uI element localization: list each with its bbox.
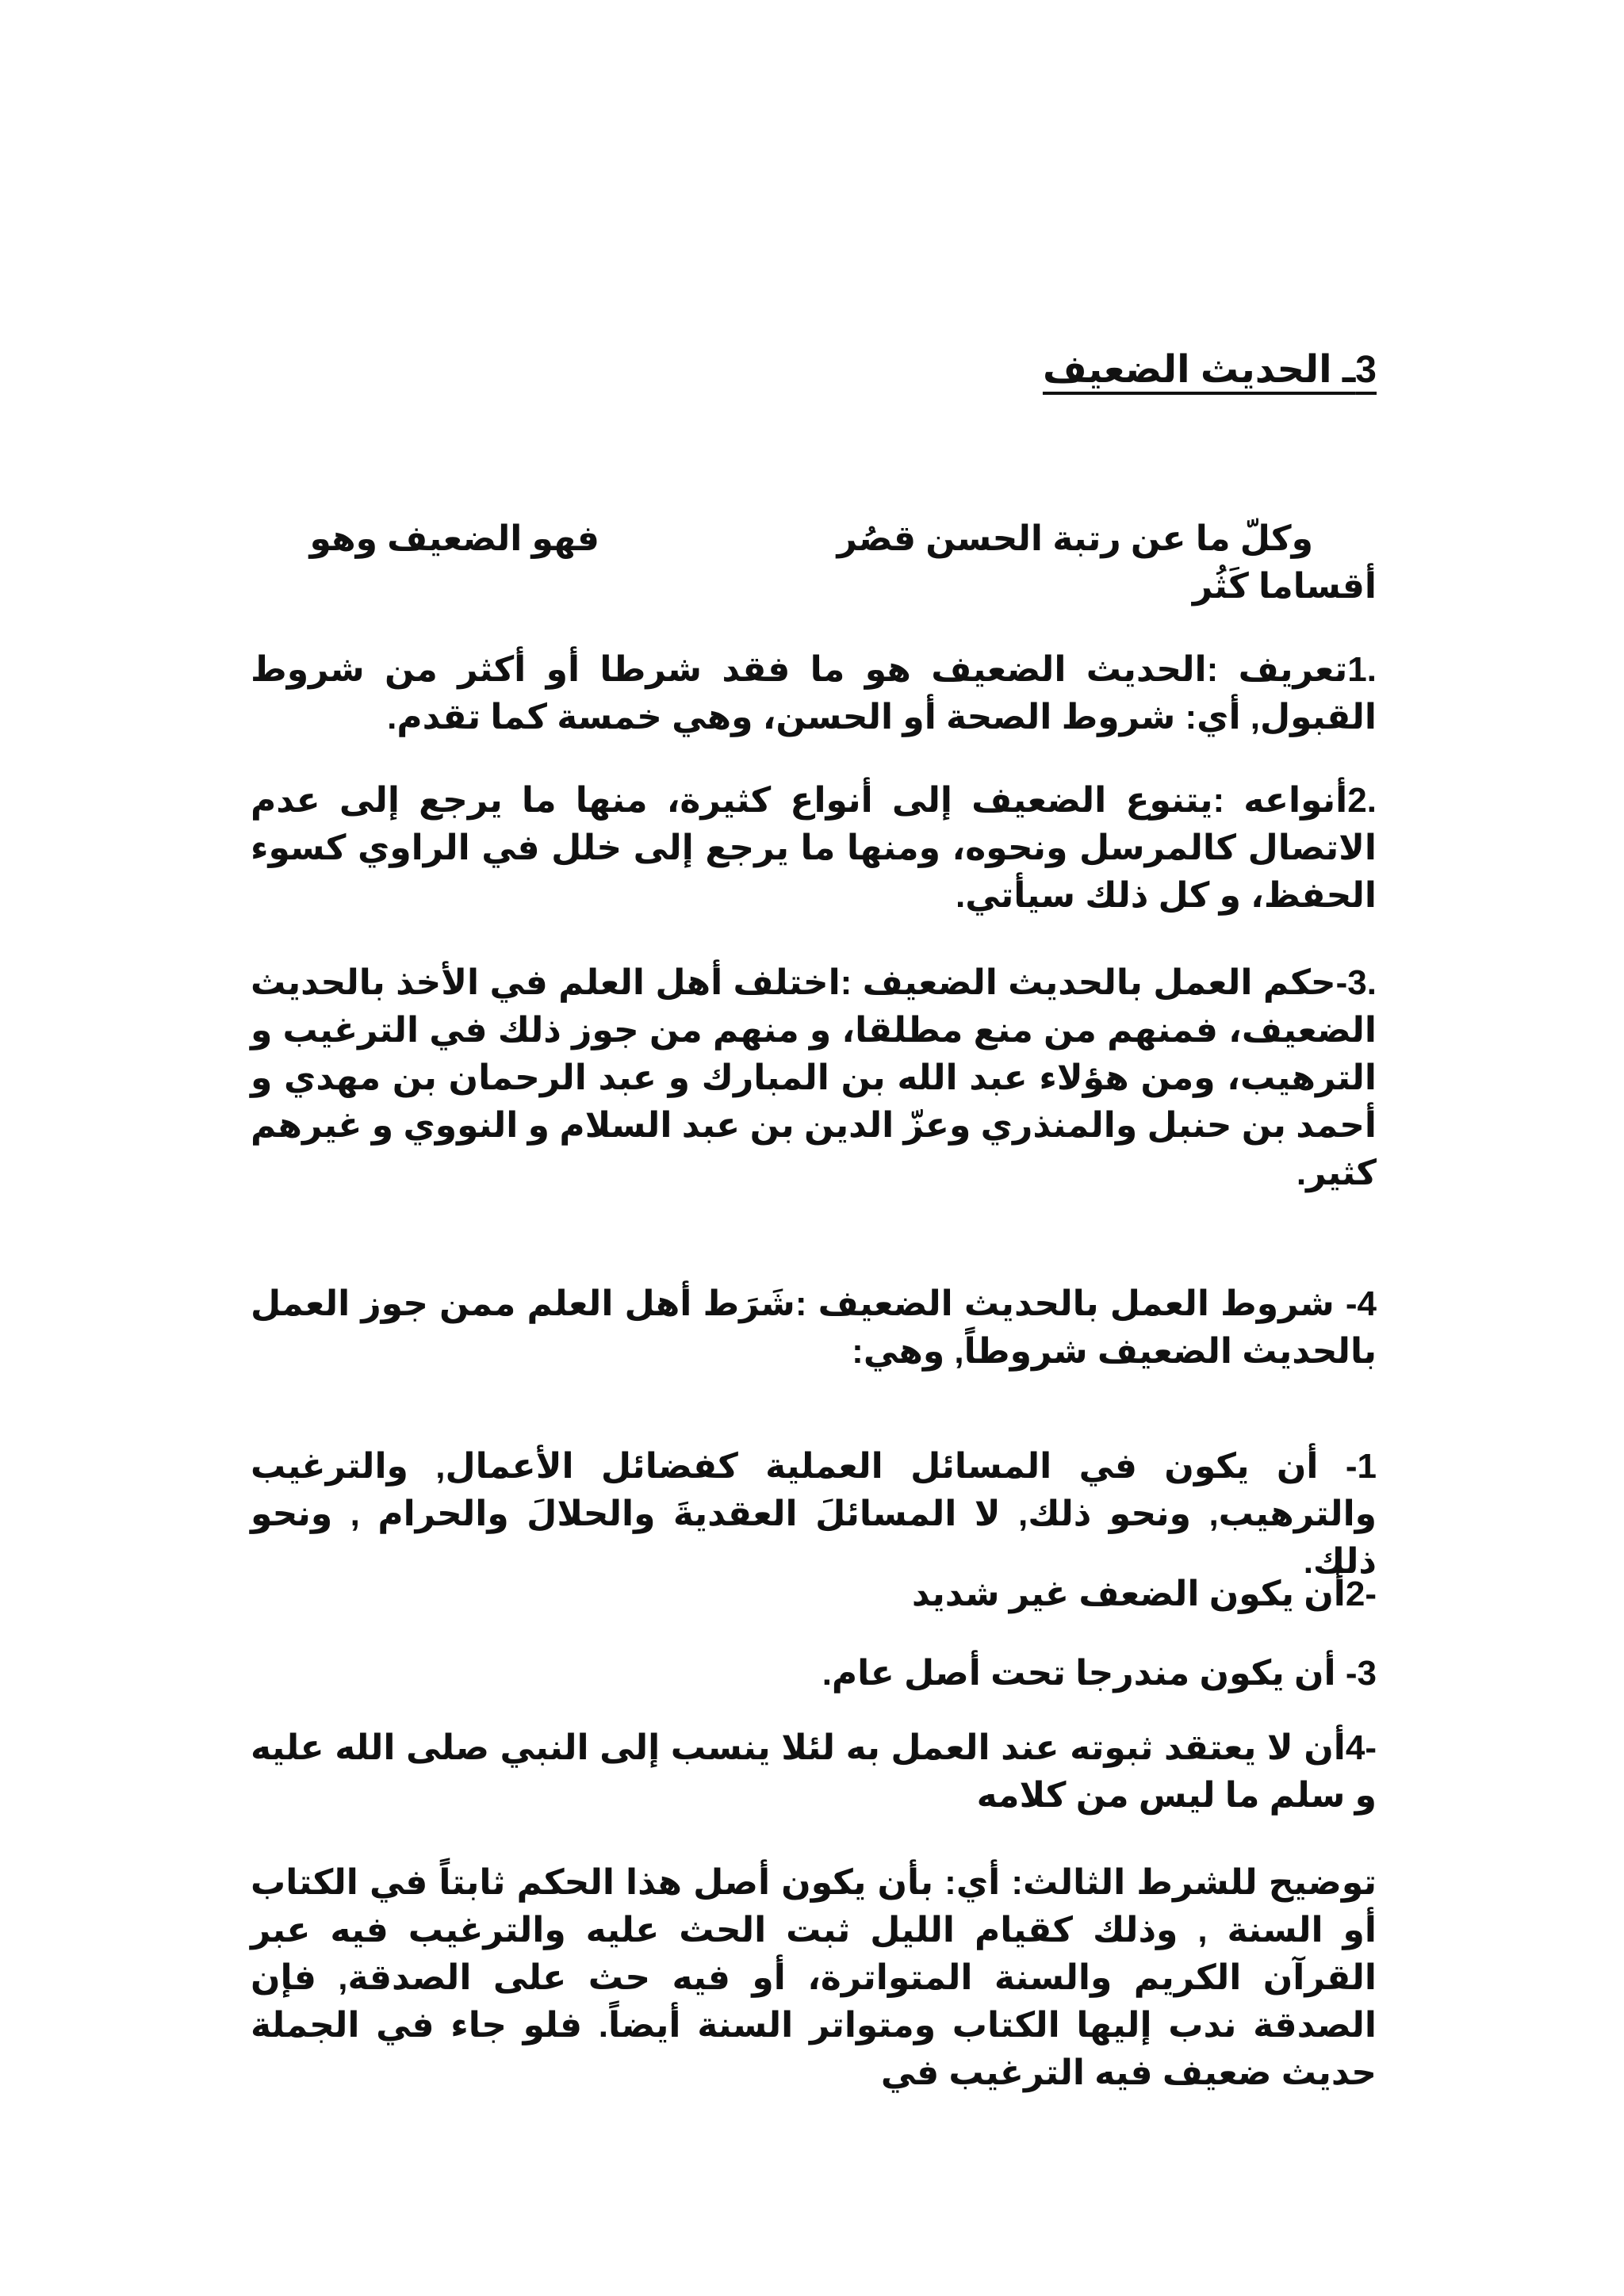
poem-row xyxy=(251,515,1377,563)
poem-hemistich-second: فهو الضعيف وهو xyxy=(309,519,599,558)
section-heading: 3ـ الحديث الضعيف xyxy=(1042,349,1377,391)
paragraph-explanation: توضيح للشرط الثالث: أي: بأن يكون أصل هذا الحكم ثابتاً في الكتاب أو السنة , وذلك كقيام الليل ثبت الحث عليه والترغيب فيه عبر القرآن الكريم والسنة المتواترة، أو فيه حث على الصدقة, فإن الصدقة ندب إليها الكتاب ومتواتر السنة أيضاً. فلو جاء في الجملة حديث ضعيف فيه الترغيب في xyxy=(251,1863,1377,2092)
poem-verse xyxy=(251,515,1377,610)
paragraph-ruling: .3-حكم العمل بالحديث الضعيف :اختلف أهل العلم في الأخذ بالحديث الضعيف، فمنهم من منع مطلقا، و منهم من جوز ذلك في الترغيب و الترهيب، ومن هؤلاء عبد الله بن المبارك و عبد الرحمان بن مهدي و أحمد بن حنبل والمنذري وعزّ الدين بن عبد السلام و النووي و غيرهم كثير. xyxy=(251,963,1377,1192)
paragraph-conditions-intro: 4- شروط العمل بالحديث الضعيف :شَرَط أهل العلم ممن جوز العمل بالحديث الضعيف شروطاً, وهي: xyxy=(251,1284,1377,1371)
poem-row xyxy=(251,563,1377,610)
paragraph-types: .2أنواعه :يتنوع الضعيف إلى أنواع كثيرة، منها ما يرجع إلى عدم الاتصال كالمرسل ونحوه، ومنها ما يرجع إلى خلل في الراوي كسوء الحفظ، و كل ذلك سيأتي. xyxy=(251,781,1377,915)
poem-hemistich-first: وكلّ ما عن رتبة الحسن قصُر xyxy=(837,519,1313,558)
condition-item-1: 1- أن يكون في المسائل العملية كفضائل الأعمال, والترغيب والترهيب, ونحو ذلك, لا المسائلَ العقديةَ والحلالَ والحرام , ونحو ذلك. xyxy=(251,1447,1377,1581)
paragraph-definition: .1تعريف :الحديث الضعيف هو ما فقد شرطا أو أكثر من شروط القبول, أي: شروط الصحة أو الحسن، وهي خمسة كما تقدم. xyxy=(251,650,1377,737)
condition-item-2: -2أن يكون الضعف غير شديد xyxy=(911,1575,1377,1613)
condition-item-3: 3- أن يكون مندرجا تحت أصل عام. xyxy=(822,1654,1377,1693)
poem-continuation: أقساما كَثُر xyxy=(1192,567,1377,606)
condition-item-4: -4أن لا يعتقد ثبوته عند العمل به لئلا ينسب إلى النبي صلى الله عليه و سلم ما ليس من كلامه xyxy=(251,1728,1377,1815)
